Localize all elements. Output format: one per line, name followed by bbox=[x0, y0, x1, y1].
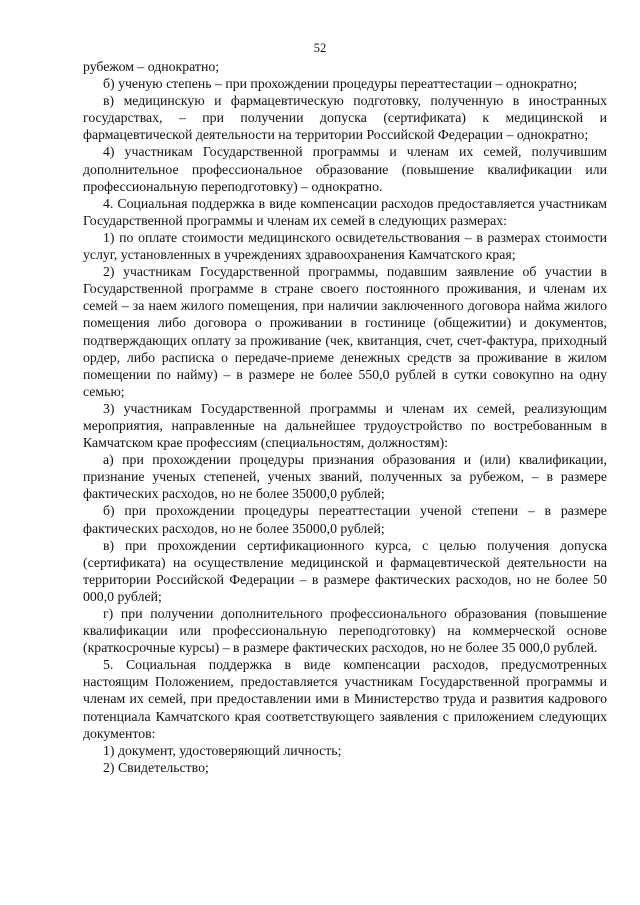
page-number: 52 bbox=[313, 41, 327, 55]
paragraph-item-v-certification: в) при прохождении сертификационного курса, с целью получения допуска (сертификата) на осуществление медицинской и фармацевтической деятельности на территории Российской Федерации – в размере фактических расходов, но не более 50 000,0 рублей; bbox=[83, 537, 607, 604]
paragraph-section-5: 5. Социальная поддержка в виде компенсации расходов, предусмотренных настоящим Положением, предоставляется участникам Государственной программы и членам их семей, при предоставлении ими в Министерство труда и развития кадрового потенциала Камчатского края соответствующего заявления с приложением следующих документов: bbox=[83, 657, 607, 741]
paragraph-item-1-medical-exam: 1) по оплате стоимости медицинского освидетельствования – в размерах стоимости услуг, установленных в учреждениях здравоохранения Камчатского края; bbox=[83, 229, 607, 263]
paragraph-item-v-medical-training: в) медицинскую и фармацевтическую подготовку, полученную в иностранных государствах, – при получении допуска (сертификата) к медицинской и фармацевтической деятельности на территории Российской Федерации – однократно; bbox=[83, 93, 607, 143]
paragraph-doc-2-certificate: 2) Свидетельство; bbox=[103, 759, 209, 775]
paragraph-item-2-housing: 2) участникам Государственной программы, подавшим заявление об участии в Государственной программе в стране своего постоянного проживания, и членам их семей – за наем жилого помещения, при наличии заключенного договора найма жилого помещения либо договора о проживании в гостинице (общежитии) и документов, подтверждающих оплату за проживание (чек, квитанция, счет, счет-фактура, приходный ордер, либо расписка о передаче-приеме денежных средств за проживание в жилом помещении по найму) – в размере не более 550,0 рублей в сутки совокупно на одну семью; bbox=[83, 264, 607, 399]
paragraph-item-a-recognition: а) при прохождении процедуры признания образования и (или) квалификации, признание ученых степеней, ученых званий, полученных за рубежом, – в размере фактических расходов, но не более 35000,0 рублей; bbox=[83, 452, 607, 502]
paragraph-item-g-courses: г) при получении дополнительного профессионального образования (повышение квалификации или профессиональную переподготовку) на коммерческой основе (краткосрочные курсы) – в размере фактических расходов, но не более 35 000,0 рублей. bbox=[83, 606, 607, 656]
paragraph-item-4-additional-education: 4) участникам Государственной программы и членам их семей, получившим дополнительное профессиональное образование (повышение квалификации или профессиональную переподготовку) – однократно. bbox=[83, 144, 607, 194]
paragraph-item-3-employment: 3) участникам Государственной программы и членам их семей, реализующим мероприятия, направленные на дальнейшее трудоустройство по востребованным в Камчатском крае профессиям (специальностям, должностям): bbox=[83, 400, 607, 451]
paragraph-doc-1-identity: 1) документ, удостоверяющий личность; bbox=[103, 742, 342, 758]
paragraph-item-b-reattestation: б) при прохождении процедуры переаттестации ученой степени – в размере фактических расходов, но не более 35000,0 рублей; bbox=[83, 503, 607, 536]
paragraph-section-4: 4. Социальная поддержка в виде компенсации расходов предоставляется участникам Государственной программы и членам их семей в следующих размерах: bbox=[83, 195, 607, 228]
paragraph-item-b-degree: б) ученую степень – при прохождении процедуры переаттестации – однократно; bbox=[103, 76, 578, 92]
paragraph-continuation: рубежом – однократно; bbox=[83, 59, 220, 74]
document-body bbox=[83, 58, 607, 776]
